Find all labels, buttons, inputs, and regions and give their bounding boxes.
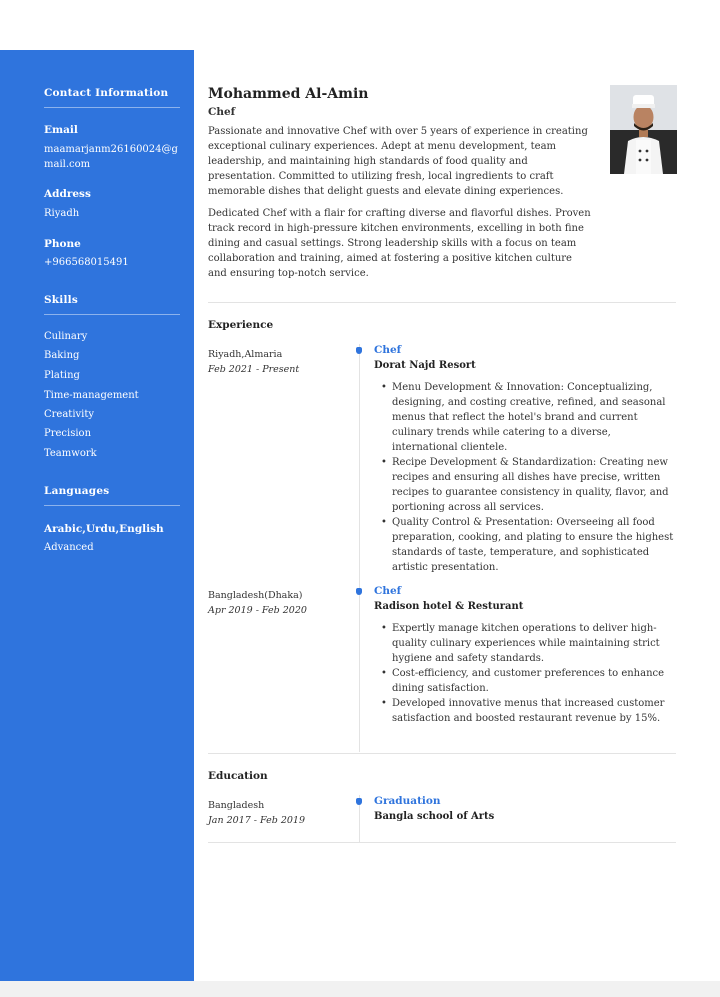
skill-item: Baking: [44, 350, 80, 361]
email-value: maamarjanm26160024@gmail.com: [44, 144, 178, 170]
phone-label: Phone: [44, 238, 81, 250]
job-dates: Feb 2021 - Present: [208, 364, 300, 375]
phone-value: +966568015491: [44, 257, 129, 268]
languages-heading: Languages: [44, 485, 110, 497]
language-level: Advanced: [44, 542, 94, 553]
summary-paragraph-2: Dedicated Chef with a flair for crafting diverse and flavorful dishes. Proven track record in high-pressure kitchen environments, excelling in both fine dining and casual settings. Strong leadership skills with a focus on team collaboration and training, aimed at fostering a positive kitchen culture and ensuring top-notch service.: [208, 208, 591, 279]
timeline-marker-icon: [356, 588, 362, 595]
education-dates: Jan 2017 - Feb 2019: [208, 815, 306, 826]
list-item: • Menu Development & Innovation: Conceptualizing, designing, and costing creative, refined, and seasonal menus that reflect the hotel's brand and current culinary trends while catering to a diverse, international clientele.: [374, 380, 678, 455]
chef-portrait-icon: [610, 85, 677, 174]
summary-paragraph-1: Passionate and innovative Chef with over 5 years of experience in creating exceptional culinary experiences. Adept at menu development, team leadership, and maintaining high standards of food quality and presentation. Committed to utilizing fresh, local ingredients to craft memorable dishes that delight guests and elevate dining experiences.: [208, 126, 588, 197]
skills-divider: [44, 314, 180, 315]
skills-heading: Skills: [44, 294, 78, 306]
education-school: Bangla school of Arts: [374, 811, 495, 822]
job-dates: Apr 2019 - Feb 2020: [208, 605, 307, 616]
sidebar: [0, 50, 194, 981]
skill-item: Precision: [44, 428, 92, 439]
education-degree: Graduation: [374, 795, 441, 807]
list-item: • Cost-efficiency, and customer preferences to enhance dining satisfaction.: [374, 666, 678, 696]
candidate-role: Chef: [208, 106, 236, 118]
contact-divider: [44, 107, 180, 108]
education-location: Bangladesh: [208, 800, 265, 811]
experience-heading: Experience: [208, 319, 274, 331]
address-value: Riyadh: [44, 208, 80, 219]
contact-heading: Contact Information: [44, 87, 169, 99]
job-location: Bangladesh(Dhaka): [208, 590, 303, 601]
list-item: • Recipe Development & Standardization: Creating new recipes and ensuring all dishes have precise, written recipes to guarantee consistency in quality, flavor, and portioning across all services.: [374, 455, 678, 515]
page-bottom-strip: [0, 981, 720, 997]
timeline-marker-icon: [356, 798, 362, 805]
job-duties-list: [374, 621, 678, 726]
experience-timeline: [359, 344, 360, 752]
profile-photo: [610, 85, 677, 174]
skill-item: Teamwork: [44, 448, 97, 459]
section-divider: [208, 753, 676, 754]
education-heading: Education: [208, 770, 268, 782]
language-name: Arabic,Urdu,English: [44, 523, 164, 535]
list-item: • Quality Control & Presentation: Overseeing all food preparation, cooking, and plating to ensure the highest standards of taste, temperature, and sophisticated artistic presentation.: [374, 515, 678, 575]
job-duties-list: [374, 380, 678, 575]
skill-item: Culinary: [44, 331, 88, 342]
skill-item: Time-management: [44, 390, 139, 401]
skill-item: Creativity: [44, 409, 95, 420]
languages-divider: [44, 505, 180, 506]
candidate-name: Mohammed Al-Amin: [208, 86, 369, 102]
list-item: • Expertly manage kitchen operations to deliver high-quality culinary experiences while maintaining strict hygiene and safety standards.: [374, 621, 678, 666]
skill-item: Plating: [44, 370, 80, 381]
email-label: Email: [44, 124, 78, 136]
job-title: Chef: [374, 585, 402, 597]
job-company: Radison hotel & Resturant: [374, 601, 524, 612]
list-item: • Developed innovative menus that increased customer satisfaction and boosted restaurant revenue by 15%.: [374, 696, 678, 726]
job-title: Chef: [374, 344, 402, 356]
job-location: Riyadh,Almaria: [208, 349, 283, 360]
section-divider: [208, 842, 676, 843]
address-label: Address: [44, 188, 91, 200]
section-divider: [208, 302, 676, 303]
job-company: Dorat Najd Resort: [374, 360, 476, 371]
timeline-marker-icon: [356, 347, 362, 354]
